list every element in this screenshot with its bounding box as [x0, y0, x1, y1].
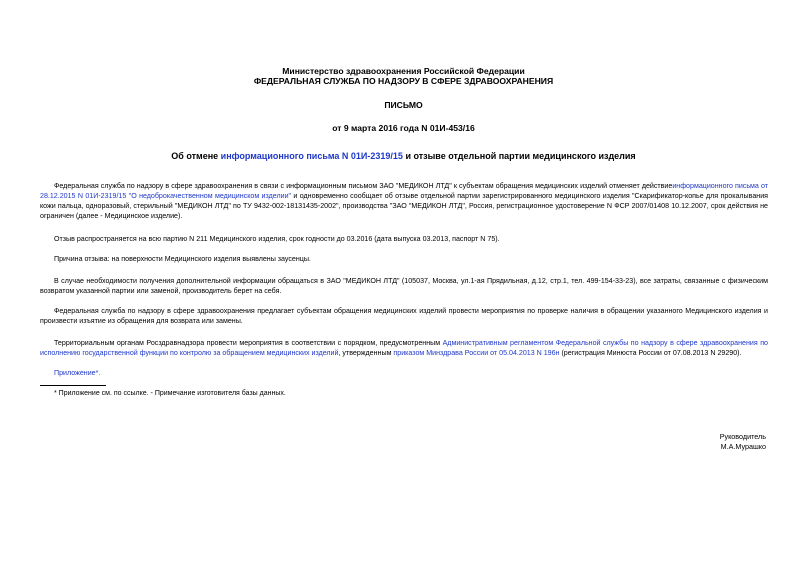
- signature-name: М.А.Мурашко: [720, 442, 766, 451]
- p6-text-b: , утвержденным: [338, 349, 394, 357]
- p6-text-a: Территориальным органам Росздравнадзора провести мероприятия в соответствии с порядком, предусмотренным: [54, 339, 443, 347]
- paragraph-territorial: [40, 338, 768, 358]
- document-title: [0, 150, 807, 162]
- service-heading: ФЕДЕРАЛЬНАЯ СЛУЖБА ПО НАДЗОРУ В СФЕРЕ ЗДРАВООХРАНЕНИЯ: [253, 76, 554, 86]
- p2-text: Отзыв распространяется на всю партию N 211 Медицинского изделия, срок годности до 03.2016 (дата выпуска 03.2013, паспорт N 75).: [54, 235, 500, 243]
- title-text-after: и отзыве отдельной партии медицинского изделия: [402, 151, 636, 161]
- p6-link-regulation[interactable]: Административным регламентом Федеральной службы по надзору в сфере здравоохранения по исполнению государственной функции по контролю за обращением медицинских изделий: [40, 339, 768, 357]
- p6-text-c: (регистрация Минюста России от 07.08.2013 N 29290).: [559, 349, 742, 357]
- p1-link-letter[interactable]: информационного письма от 28.12.2015 N 01И-2319/15 "О недоброкачественном медицинском изделии": [40, 182, 768, 200]
- appendix-link[interactable]: Приложение*.: [54, 369, 101, 377]
- ministry-heading: Министерство здравоохранения Российской Федерации: [282, 66, 525, 76]
- p1-text-b: и одновременно сообщает об отзыве отдельной партии зарегистрированного медицинского изделия "Скарификатор-копье для прокалывания кожи пальца, одноразовый, стерильный "МЕДИКОН ЛТД" по ТУ 9432-002-18131435-2002", производства "ЗАО "МЕДИКОН ЛТД", Россия, регистрационное удостоверение N ФСР 2007/01408 10.12.2007, срок действия не ограничен (далее - Медицинское изделие).: [40, 192, 769, 220]
- paragraph-proposal: [40, 306, 768, 326]
- footnote: [40, 389, 286, 399]
- paragraph-appendix: [40, 368, 768, 378]
- p6-link-order[interactable]: приказом Минздрава России от 05.04.2013 N 196н: [393, 349, 560, 357]
- p3-text: Причина отзыва: на поверхности Медицинского изделия выявлены заусенцы.: [54, 255, 311, 263]
- title-link-letter[interactable]: информационного письма N 01И-2319/15: [220, 151, 403, 161]
- p1-text-a: Федеральная служба по надзору в сфере здравоохранения в связи с информационным письмом ЗАО "МЕДИКОН ЛТД" к субъектам обращения медицинских изделий отменяет действие: [54, 182, 673, 190]
- footnote-divider: [40, 385, 106, 386]
- title-text-before: Об отмене: [171, 151, 221, 161]
- document-date-number: от 9 марта 2016 года N 01И-453/16: [332, 123, 475, 133]
- document-type: ПИСЬМО: [384, 100, 423, 110]
- p4-text: В случае необходимости получения дополнительной информации обращаться в ЗАО "МЕДИКОН ЛТД" (105037, Москва, ул.1-ая Прядильная, д.12, стр.1, тел. 499-154-33-23), все затраты, связанные с физическим возвратом указанной партии или заменой, производитель берет на себя.: [40, 277, 768, 295]
- paragraph-batch: [40, 234, 768, 244]
- paragraph-contact: [40, 276, 768, 296]
- p5-text: Федеральная служба по надзору в сфере здравоохранения предлагает субъектам обращения медицинских изделий провести мероприятия по проверке наличия в обращении указанного Медицинского изделия и произвести изъятие из обращения для возврата или замены.: [40, 307, 768, 325]
- paragraph-revocation: [40, 181, 768, 221]
- paragraph-reason: [40, 254, 768, 264]
- signature-role: Руководитель: [719, 432, 766, 441]
- footnote-text: * Приложение см. по ссылке. - Примечание изготовителя базы данных.: [54, 390, 286, 397]
